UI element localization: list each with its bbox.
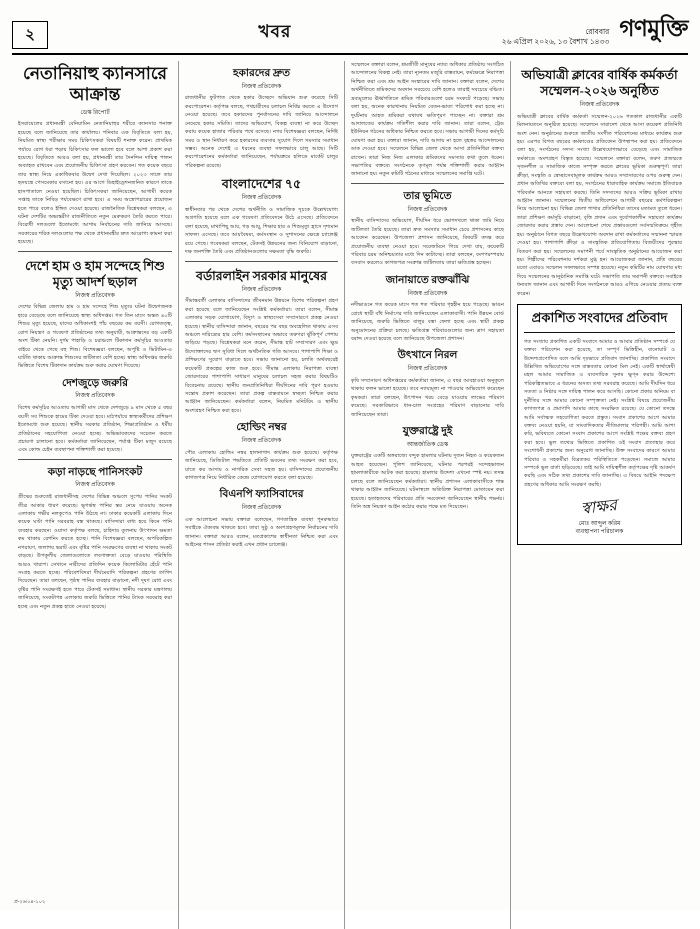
columns-container	[12, 61, 688, 929]
column-1	[12, 61, 178, 929]
notice-body: গত সংখ্যায় প্রকাশিত একটি সংবাদে আমার ও আমার প্রতিষ্ঠান সম্পর্কে যে বক্তব্য পরিবেশন করা হয়েছে, তা সম্পূর্ণ ভিত্তিহীন, বানোয়াট ও উদ্দেশ্যপ্রণোদিত বলে আমি দৃঢ়ভাবে প্রতিবাদ জানাচ্ছি। প্রকাশিত সংবাদে উল্লিখিত অভিযোগের সঙ্গে বাস্তবতার কোনো মিল নেই। একটি স্বার্থান্বেষী মহল আমার সামাজিক ও ব্যবসায়িক সুনাম ক্ষুণ্ন করার উদ্দেশ্যে পরিকল্পিতভাবে এ ধরনের অসত্য তথ্য সরবরাহ করেছে। আমি দীর্ঘদিন ধরে সততা ও নিষ্ঠার সঙ্গে দায়িত্ব পালন করে আসছি। কোনো প্রকার অনিয়ম বা দুর্নীতির সঙ্গে আমার কোনো সম্পৃক্ততা নেই। সংশ্লিষ্ট বিষয়ে প্রয়োজনীয় কাগজপত্র ও প্রমাণাদি আমার কাছে সংরক্ষিত রয়েছে। যে কোনো তদন্তে আমি সর্বাত্মক সহযোগিতা করতে প্রস্তুত। সংবাদ প্রকাশের আগে আমার বক্তব্য নেওয়া হয়নি, যা সাংবাদিকতার নীতিমালার পরিপন্থী। আমি আশা করি, ভবিষ্যতে কোনো সংবাদ প্রকাশের আগে সংশ্লিষ্ট পক্ষের বক্তব্য গ্রহণ করা হবে। ভুল তথ্যের ভিত্তিতে প্রকাশিত ওই সংবাদ প্রত্যাহার করে সংশোধনী প্রকাশের জন্য অনুরোধ জানাচ্ছি। উক্ত সংবাদের কারণে আমার পরিবার ও সহকর্মীরা বিব্রতকর পরিস্থিতিতে পড়েছেন। সমাজে আমার সম্পর্কে ভুল বার্তা ছড়িয়েছে। তাই আমি দায়িত্বশীল কর্তৃপক্ষের দৃষ্টি আকর্ষণ করছি এবং সঠিক তথ্য প্রকাশের দাবি জানাচ্ছি। এ বিষয়ে আইনি পদক্ষেপ গ্রহণের অধিকার আমি সংরক্ষণ করছি।	[524, 338, 675, 488]
lead-headline: নেতানিয়াহু ক্যানসারে আক্রান্ত	[22, 64, 168, 105]
story-headline-12: জানায়াতে রক্তঝাঁঝি	[385, 274, 470, 286]
signature-mark: স্বাক্ষর	[580, 497, 619, 519]
column-4	[510, 61, 688, 929]
story-headline-9: বিএনপি ফ্যাসিবাদের	[219, 489, 304, 501]
masthead-right	[502, 10, 688, 49]
story-body-6: স্বাধীনতার পর থেকে দেশের অর্থনীতি ও সামাজিক সূচকে উল্লেখযোগ্য অগ্রগতি হয়েছে বলে এক গবেষণা প্রতিবেদনে উঠে এসেছে। প্রতিবেদনে বলা হয়েছে, মাথাপিছু আয়, গড় আয়ু, শিক্ষার হার ও শিশুমৃত্যু হ্রাসে দৃশ্যমান সাফল্য এসেছে। তবে আয়বৈষম্য, কর্মসংস্থান ও সুশাসনের ক্ষেত্রে চ্যালেঞ্জ রয়ে গেছে। গবেষকরা বলছেন, টেকসই উন্নয়নের জন্য বিনিয়োগ বাড়ানো, দক্ষ জনশক্তি তৈরি এবং প্রতিষ্ঠানগুলোর সক্ষমতা বৃদ্ধি জরুরি।	[185, 207, 338, 256]
notice-box	[517, 304, 682, 545]
story-byline-5: নিজস্ব প্রতিবেদক	[241, 83, 282, 90]
footer-code: প্র-২৬/০৪-১০২	[14, 900, 46, 905]
story-body-13: কৃষি সম্প্রসারণ অধিদপ্তরের কর্মকর্তারা জানান, এ বছর আবহাওয়া অনুকূলে থাকায় ফলন ভালো হয়েছে। তবে ন্যায্যমূল্য না পাওয়ার অভিযোগ করেছেন কৃষকরা। তারা বলছেন, উৎপাদন খরচ বেড়ে যাওয়ায় লাভের পরিমাণ কমেছে। সরকারিভাবে ধান-চাল সংগ্রহের পরিমাণ বাড়ানোর দাবি জানিয়েছেন তারা।	[351, 377, 504, 418]
story-body-9: এক আলোচনা সভায় বক্তারা বলেছেন, গণতান্ত্রিক ব্যবস্থা পুনরুদ্ধারে সবাইকে ঐক্যবদ্ধ থাকতে হবে। তারা সুষ্ঠু ও অংশগ্রহণমূলক নির্বাচনের দাবি জানান। বক্তারা আরও বলেন, মতপ্রকাশের স্বাধীনতা নিশ্চিত করা এবং আইনের শাসন প্রতিষ্ঠা করাই এখন প্রধান চ্যালেঞ্জ।	[185, 516, 338, 549]
feature-body: অভিযাত্রী ক্লাবের বার্ষিক কর্মকর্তা সম্মেলন-২০২৬ গতকাল রাজধানীর একটি মিলনায়তনে অনুষ্ঠিত হয়েছে। সম্মেলনে সারাদেশ থেকে আসা কয়েকশ প্রতিনিধি অংশ নেন। অনুষ্ঠানের শুরুতে জাতীয় সংগীত পরিবেশনের মাধ্যমে কার্যক্রম শুরু হয়। এরপর বিগত বছরের কর্মকাণ্ডের প্রতিবেদন উপস্থাপন করা হয়। প্রতিবেদনে বলা হয়, সংগঠনের সদস্য সংখ্যা উল্লেখযোগ্যভাবে বেড়েছে এবং সামাজিক কর্মকাণ্ডে অংশগ্রহণ বিস্তৃত হয়েছে। সম্মেলনে বক্তারা বলেন, তরুণ প্রজন্মকে সৃজনশীল ও সামাজিক কাজে সম্পৃক্ত করতে ক্লাবের ভূমিকা গুরুত্বপূর্ণ। তারা ক্রীড়া, সংস্কৃতি ও স্বেচ্ছাসেবামূলক কার্যক্রম আরও সম্প্রসারণের ওপর গুরুত্ব দেন। প্রধান অতিথির বক্তব্যে বলা হয়, সংগঠনের ধারাবাহিক কার্যক্রম সমাজে ইতিবাচক পরিবর্তন আনতে সহায়তা করছে। তিনি সদস্যদের আরও সক্রিয় ভূমিকা রাখার আহ্বান জানান। সম্মেলনের দ্বিতীয় অধিবেশনে আগামী বছরের কর্মপরিকল্পনা নিয়ে আলোচনা হয়। বিভিন্ন জেলা শাখার প্রতিনিধিরা তাদের মতামত তুলে ধরেন। তারা প্রশিক্ষণ কর্মসূচি বাড়ানো, বৃত্তি প্রদান এবং দুর্যোগকালীন সহায়তা কার্যক্রম জোরদার করার প্রস্তাব দেন। আলোচনা শেষে প্রস্তাবগুলো সর্বসম্মতিক্রমে গৃহীত হয়। অনুষ্ঠানে বিগত বছরে উল্লেখযোগ্য অবদান রাখা কর্মকর্তাদের সম্মাননা স্মারক দেওয়া হয়। পাশাপাশি ক্রীড়া ও সাংস্কৃতিক প্রতিযোগিতায় বিজয়ীদের পুরস্কার বিতরণ করা হয়। সম্মেলনের সমাপনী পর্বে সাংস্কৃতিক অনুষ্ঠানের আয়োজন করা হয়। শিল্পীদের পরিবেশনায় দর্শকরা মুগ্ধ হন। আয়োজকরা জানান, প্রতি বছরের মতো এবারও সম্মেলন সফলভাবে সম্পন্ন হয়েছে। নতুন কমিটির নাম ঘোষণার মধ্য দিয়ে সম্মেলনের আনুষ্ঠানিক সমাপ্তি ঘটে। সভাপতি তার সমাপনী বক্তব্যে সবাইকে ধন্যবাদ জানান এবং আগামী দিনে সংগঠনকে আরও এগিয়ে নেওয়ার প্রত্যয় ব্যক্ত করেন।	[517, 113, 682, 297]
story-byline-7: নিজস্ব প্রতিবেদক	[241, 286, 282, 293]
brand-logo: গণমুক্তি	[619, 16, 688, 41]
notice-divider	[524, 332, 675, 333]
signature-block	[524, 497, 675, 536]
story-byline-13: নিজস্ব প্রতিবেদক	[407, 366, 448, 373]
story-byline-14: আন্তর্জাতিক ডেস্ক	[406, 441, 449, 448]
story-body-8: পৌর এলাকায় হোল্ডিং নম্বর হালনাগাদ কার্যক্রম শুরু হয়েছে। কর্তৃপক্ষ জানিয়েছে, ডিজিটাল পদ্ধতিতে প্রতিটি ভবনের তথ্য সংরক্ষণ করা হবে, যাতে কর আদায় ও নাগরিক সেবা সহজ হয়। বাসিন্দাদের প্রয়োজনীয় কাগজপত্র নিয়ে নির্ধারিত কেন্দ্রে যোগাযোগ করতে বলা হয়েছে।	[185, 449, 338, 481]
full-date: ২৬ এপ্রিল ২০২৬, ১৩ বৈশাখ ১৪৩৩	[501, 36, 610, 46]
story-body-7: সীমান্তবর্তী এলাকার বাসিন্দাদের জীবনমান উন্নয়নে বিশেষ পরিকল্পনা গ্রহণ করা হয়েছে বলে জানিয়েছেন সংশ্লিষ্ট কর্মকর্তারা। তারা বলেন, সীমান্ত এলাকার সড়ক যোগাযোগ, বিদ্যুৎ ও স্বাস্থ্যসেবা সম্প্রসারণে প্রকল্প নেওয়া হয়েছে। স্থানীয় বাসিন্দারা জানান, বছরের পর বছর অবহেলিত থাকায় এসব অঞ্চলে দারিদ্র্যের হার বেশি। কর্মসংস্থানের অভাবে তরুণরা ঝুঁকিপূর্ণ পেশায় জড়িয়ে পড়ছে। বিশ্লেষকরা মনে করেন, সীমান্ত হাট সম্প্রসারণ এবং ক্ষুদ্র উদ্যোক্তাদের ঋণ সুবিধা দিলে অর্থনৈতিক গতি আসবে। পাশাপাশি শিক্ষা ও প্রশিক্ষণের সুযোগ বাড়াতে হবে। সভায় জানানো হয়, চলতি অর্থবছরেই কয়েকটি প্রকল্পের কাজ শুরু হবে। সীমান্ত এলাকায় নিরাপত্তা ব্যবস্থা জোরদারের পাশাপাশি সাধারণ মানুষের চলাচল সহজ করার বিষয়টিও বিবেচনায় রয়েছে। স্থানীয় জনপ্রতিনিধিরা দীর্ঘদিনের দাবি পূরণ হওয়ায় সন্তোষ প্রকাশ করেছেন। তারা প্রকল্প বাস্তবায়নে স্বচ্ছতা নিশ্চিত করার আহ্বান জানিয়েছেন। কর্মকর্তারা বলেন, নিয়মিত মনিটরিং ও স্থানীয় অংশগ্রহণ নিশ্চিত করা হবে।	[185, 298, 338, 414]
story-byline-9: নিজস্ব প্রতিবেদক	[241, 505, 282, 512]
story-byline-2: নিজস্ব প্রতিবেদক	[75, 292, 115, 299]
story-byline-6: নিজস্ব প্রতিবেদক	[241, 195, 282, 202]
story-byline-4: নিজস্ব প্রতিবেদক	[75, 482, 115, 489]
story-headline-8: হোল্ডিং নম্বর	[236, 422, 287, 434]
story-headline-2: দেশে হাম ও হাম সন্দেহে শিশু মৃত্যু আদর্শ ছড়াল	[25, 258, 165, 289]
section-title-container	[48, 19, 502, 49]
story-body-5: রাজধানীর ফুটপাত থেকে হকার উচ্ছেদে অভিযান শুরু করেছে সিটি করপোরেশন। কর্তৃপক্ষ বলছে, পথচারীদের চলাচল নির্বিঘ্ন করতে এ উদ্যোগ নেওয়া হয়েছে। তবে হকারদের পুনর্বাসনের দাবি জানিয়ে আন্দোলনে নেমেছে হকার সমিতি। তাদের অভিযোগ, বিকল্প ব্যবস্থা না করে উচ্ছেদ করায় কয়েক হাজার পরিবার পথে বসেছে। নগর বিশেষজ্ঞরা বলছেন, নির্দিষ্ট সময় ও স্থান নির্ধারণ করে হকারদের ব্যবসার সুযোগ দিলে সমস্যার সমাধান সম্ভব। অনেক দেশেই এ ধরনের ব্যবস্থা সফলভাবে চালু আছে। সিটি করপোরেশনের কর্মকর্তারা জানিয়েছেন, পর্যায়ক্রমে হলিডে মার্কেট চালুর পরিকল্পনা রয়েছে।	[185, 95, 338, 169]
story-byline-8: নিজস্ব প্রতিবেদক	[241, 437, 282, 444]
signature-name: মোঃ আব্দুল করিম	[578, 520, 621, 527]
divider	[351, 183, 504, 184]
column-2	[178, 61, 344, 929]
story-headline-4: কড়া নাড়ছে পানিসংকট	[47, 466, 143, 478]
story-body-2: দেশের বিভিন্ন জেলায় হাম ও হাম সন্দেহে শিশু মৃত্যুর ঘটনা উদ্বেগজনক হারে বেড়েছে বলে জানিয়েছে স্বাস্থ্য অধিদপ্তর। গত তিন মাসে অন্তত ৪০টি শিশুর মৃত্যু হয়েছে, যাদের অধিকাংশই পাঁচ বছরের কম বয়সী। রোগতত্ত্ব, রোগ নিয়ন্ত্রণ ও গবেষণা প্রতিষ্ঠানের তথ্য অনুযায়ী, আক্রান্তদের বড় একটি অংশ টিকা নেয়নি। দুর্গম পাহাড়ি ও চরাঞ্চলে টিকাদান কর্মসূচির আওতার বাইরে থেকে গেছে বহু শিশু। বিশেষজ্ঞরা বলছেন, অপুষ্টি ও ভিটামিন-এ ঘাটতি থাকায় আক্রান্ত শিশুদের জটিলতা বেশি হচ্ছে। স্বাস্থ্য অধিদপ্তর জরুরি ভিত্তিতে বিশেষ টিকাদান কার্যক্রম শুরু করার ঘোষণা দিয়েছে।	[18, 304, 172, 370]
story-headline-5: হকারদের দ্রুত	[233, 68, 290, 79]
story-headline-14: যুক্তরাষ্ট্রে দুই	[402, 425, 453, 437]
date-block	[502, 27, 610, 49]
divider	[18, 459, 172, 460]
lead-byline: ডেস্ক রিপোর্ট	[80, 109, 110, 116]
story-byline-12: নিজস্ব প্রতিবেদক	[407, 290, 448, 297]
divider	[185, 261, 338, 262]
story-headline-13: উৎখানে নিরল	[397, 350, 458, 362]
story-body-12: নদীভাঙনে গত কয়েক মাসে শত শত পরিবার গৃহহীন হয়ে পড়েছে। ভাঙন রোধে স্থায়ী বাঁধ নির্মাণের দাবি জানিয়েছেন এলাকাবাসী। পানি উন্নয়ন বোর্ড জানিয়েছে, জরুরি ভিত্তিতে বালুর বস্তা ফেলা হচ্ছে এবং স্থায়ী প্রকল্প অনুমোদনের প্রক্রিয়া চলছে। ক্ষতিগ্রস্ত পরিবারগুলোর জন্য ত্রাণ সহায়তা বরাদ্দ দেওয়া হয়েছে বলে জানিয়েছে উপজেলা প্রশাসন।	[351, 302, 504, 342]
story-body-11: স্থানীয় বাসিন্দাদের অভিযোগ, দীর্ঘদিন ধরে ভোগদখলে থাকা জমি নিয়ে জটিলতা তৈরি হয়েছে। তারা দ্রুত সমস্যার সমাধান চেয়ে প্রশাসনের কাছে আবেদন করেছেন। উপজেলা প্রশাসন জানিয়েছে, বিষয়টি তদন্ত করে প্রয়োজনীয় ব্যবস্থা নেওয়া হবে। সরেজমিনে গিয়ে দেখা যায়, কয়েকটি পরিবার চরম অনিশ্চয়তার মধ্যে দিন কাটাচ্ছে। তারা বলছেন, বংশপরম্পরায় বসবাস করলেও কাগজপত্র সংক্রান্ত জটিলতায় তারা ক্ষতিগ্রস্ত হচ্ছেন।	[351, 218, 504, 267]
masthead	[12, 10, 688, 55]
story-body-4: গ্রীষ্মের শুরুতেই রাজধানীসহ দেশের বিভিন্ন অঞ্চলে সুপেয় পানির সংকট তীব্র আকার ধারণ করেছে। ভূগর্ভস্থ পানির স্তর নেমে যাওয়ায় অনেক এলাকায় গভীর নলকূপেও পানি উঠছে না। ঢাকার কয়েকটি এলাকায় দিনে কয়েক ঘণ্টা পানি সরবরাহ বন্ধ থাকছে। বাসিন্দারা বাধ্য হয়ে কিনে পানি ব্যবহার করছেন। ওয়াসা কর্তৃপক্ষ বলছে, চাহিদার তুলনায় উৎপাদন ক্ষমতা কম থাকায় রেশনিং করতে হচ্ছে। পানি বিশেষজ্ঞরা বলছেন, অপরিকল্পিত নগরায়ণ, জলাশয় ভরাট এবং বৃষ্টির পানি সংরক্ষণের ব্যবস্থা না থাকায় সংকট বাড়ছে। উপকূলীয় জেলাগুলোতে লবণাক্ততা বেড়ে যাওয়ায় পরিস্থিতি আরও খারাপ। সেখানে নারীদের প্রতিদিন কয়েক কিলোমিটার হেঁটে পানি সংগ্রহ করতে হচ্ছে। পরিবেশবিদরা দীর্ঘমেয়াদি পরিকল্পনা গ্রহণের তাগিদ দিয়েছেন। তারা বলছেন, পৃষ্ঠস্থ পানির ব্যবহার বাড়ানো, নদী দূষণ রোধ এবং বৃষ্টির পানি সংরক্ষণই হতে পারে টেকসই সমাধান। স্থানীয় সরকার মন্ত্রণালয় জানিয়েছে, সংকটাপন্ন এলাকায় জরুরি ভিত্তিতে পানির ট্যাংক সরবরাহ করা হচ্ছে এবং নতুন প্রকল্প হাতে নেওয়া হয়েছে।	[18, 494, 172, 610]
story-body-3: বিশেষ কর্মসূচির আওতায় আগামী মাস থেকে দেশজুড়ে ৯ মাস থেকে ৫ বছর বয়সী সব শিশুকে হামের টিকা দেওয়া হবে। মাঠপর্যায়ে স্বাস্থ্যকর্মীদের প্রশিক্ষণ ইতোমধ্যে শুরু হয়েছে। স্থানীয় সরকার প্রতিষ্ঠান, শিক্ষাপ্রতিষ্ঠান ও ধর্মীয় প্রতিষ্ঠানের সহযোগিতা নেওয়া হচ্ছে। অভিভাবকদের সচেতন করতে প্রচারণা চালানো হবে। কর্মকর্তারা জানিয়েছেন, পর্যাপ্ত টিকা মজুদ রয়েছে এবং কোল্ড চেইন ব্যবস্থাপনা শক্তিশালী করা হয়েছে।	[18, 405, 172, 454]
weekday: রোববার	[585, 26, 610, 36]
story-headline-11: তার ভূমিতে	[403, 190, 452, 202]
column-3	[344, 61, 510, 929]
lead-body: ইসরায়েলের প্রধানমন্ত্রী বেনিয়ামিন নেতানিয়াহুর শরীরে ক্যানসার শনাক্ত হয়েছে বলে জানিয়েছে তার কার্যালয়। শনিবার এক বিবৃতিতে বলা হয়, নিয়মিত স্বাস্থ্য পরীক্ষার সময় চিকিৎসকরা বিষয়টি শনাক্ত করেন। প্রাথমিক পর্যায়ে রোগ ধরা পড়ায় চিকিৎসার ফল ভালো হবে বলে আশা প্রকাশ করা হয়েছে। বিবৃতিতে আরও বলা হয়, প্রধানমন্ত্রী তার দৈনন্দিন দায়িত্ব পালন অব্যাহত রাখবেন এবং প্রয়োজনীয় চিকিৎসা গ্রহণ করবেন। গত কয়েক বছরে তার স্বাস্থ্য নিয়ে একাধিকবার উদ্বেগ দেখা দিয়েছিল। ২০২৩ সালে তার হৃদযন্ত্রে পেসমেকার বসানো হয়। এর আগে ডিহাইড্রেশনজনিত কারণে তাকে হাসপাতালে নেওয়া হয়েছিল। চিকিৎসকরা জানিয়েছেন, আগামী কয়েক সপ্তাহ তাকে নিবিড় পর্যবেক্ষণে রাখা হবে। এ সময় অস্ত্রোপচারের প্রয়োজন হতে পারে বলেও ইঙ্গিত দেওয়া হয়েছে। রাজনৈতিক বিশ্লেষকরা বলছেন, এ ঘটনা দেশটির অভ্যন্তরীণ রাজনীতিতে নতুন মেরুকরণ তৈরি করতে পারে। বিরোধী দলগুলো ইতোমধ্যে আগাম নির্বাচনের দাবি জানিয়ে আসছে। সরকারের শরিক দলগুলোর পক্ষ থেকে প্রধানমন্ত্রীর দ্রুত আরোগ্য কামনা করা হয়েছে।	[18, 121, 172, 246]
page-number: ২	[12, 21, 48, 49]
feature-byline: নিজস্ব প্রতিবেদক	[579, 102, 620, 108]
story-body-14: যুক্তরাষ্ট্রের একটি অঙ্গরাজ্যে বন্দুক হামলার ঘটনায় দুজন নিহত ও কয়েকজন আহত হয়েছেন। পুলিশ জানিয়েছে, ঘটনার পরপরই সন্দেহভাজন হামলাকারীকে আটক করা হয়েছে। হামলার উদ্দেশ্য এখনো স্পষ্ট নয়। তদন্ত চলছে বলে জানিয়েছেন কর্মকর্তারা। স্থানীয় প্রশাসন এলাকাবাসীকে শান্ত থাকার আহ্বান জানিয়েছে। ঘটনাস্থলে অতিরিক্ত নিরাপত্তা মোতায়েন করা হয়েছে। হতাহতদের পরিবারের প্রতি সমবেদনা জানিয়েছেন স্থানীয় গভর্নর। তিনি অস্ত্র নিয়ন্ত্রণ আইন কঠোর করার পক্ষে মত দিয়েছেন।	[351, 453, 504, 510]
story-headline-7: বর্ডারলাইন সরকার মানুষের	[195, 268, 327, 283]
story-body-10: সম্মেলনে বক্তারা বলেন, শ্রমজীবী মানুষের ন্যায্য অধিকার প্রতিষ্ঠায় সংগঠিত আন্দোলনের বিকল্প নেই। তারা ন্যূনতম মজুরি বাস্তবায়ন, কর্মক্ষেত্রে নিরাপত্তা নিশ্চিত করা এবং শ্রম আইন সংস্কারের দাবি জানান। বক্তারা বলেন, দেশের অর্থনীতিতে শ্রমিকদের অবদান সবচেয়ে বেশি হলেও তারাই সবচেয়ে বঞ্চিত। দ্রব্যমূল্যের ঊর্ধ্বগতিতে শ্রমিক পরিবারগুলো চরম সংকটে পড়েছে। সভায় বলা হয়, অনেক কারখানায় নিয়মিত বেতন-ভাতা পরিশোধ করা হচ্ছে না। দুর্ঘটনায় আহত শ্রমিকরা যথাযথ ক্ষতিপূরণ পাচ্ছেন না। বক্তারা শ্রম আদালতের কার্যক্রম গতিশীল করার দাবি জানান। তারা বলেন, ট্রেড ইউনিয়ন গঠনের অধিকার নিশ্চিত করতে হবে। সভায় আগামী দিনের কর্মসূচি ঘোষণা করা হয়। বক্তারা জানান, দাবি আদায় না হলে বৃহত্তর আন্দোলনের ডাক দেওয়া হবে। সম্মেলনে বিভিন্ন জেলা থেকে আসা প্রতিনিধিরা বক্তব্য রাখেন। তারা নিজ নিজ এলাকার শ্রমিকদের সমস্যার কথা তুলে ধরেন। সভাপতির বক্তব্যে সংগঠনকে তৃণমূল পর্যন্ত শক্তিশালী করার আহ্বান জানানো হয়। নতুন কমিটি গঠনের মাধ্যমে সম্মেলনের সমাপ্তি ঘটে।	[351, 62, 504, 178]
story-headline-3: দেশজুড়ে জরুরি	[62, 377, 128, 389]
section-title: খবর	[258, 22, 292, 41]
notice-title: প্রকাশিত সংবাদের প্রতিবাদ	[531, 310, 668, 326]
feature-headline: অভিযাত্রী ক্লাবের বার্ষিক কর্মকর্তা সম্মেলন-২০২৬ অনুষ্ঠিত	[521, 68, 678, 98]
story-byline-3: নিজস্ব প্রতিবেদক	[75, 393, 115, 400]
story-byline-11: নিজস্ব প্রতিবেদক	[407, 206, 448, 213]
masthead-left	[12, 21, 48, 49]
signature-description: ব্যবস্থাপনা পরিচালক	[575, 529, 624, 536]
divider	[18, 251, 172, 252]
story-headline-6: বাংলাদেশের ৭৫	[221, 177, 302, 192]
